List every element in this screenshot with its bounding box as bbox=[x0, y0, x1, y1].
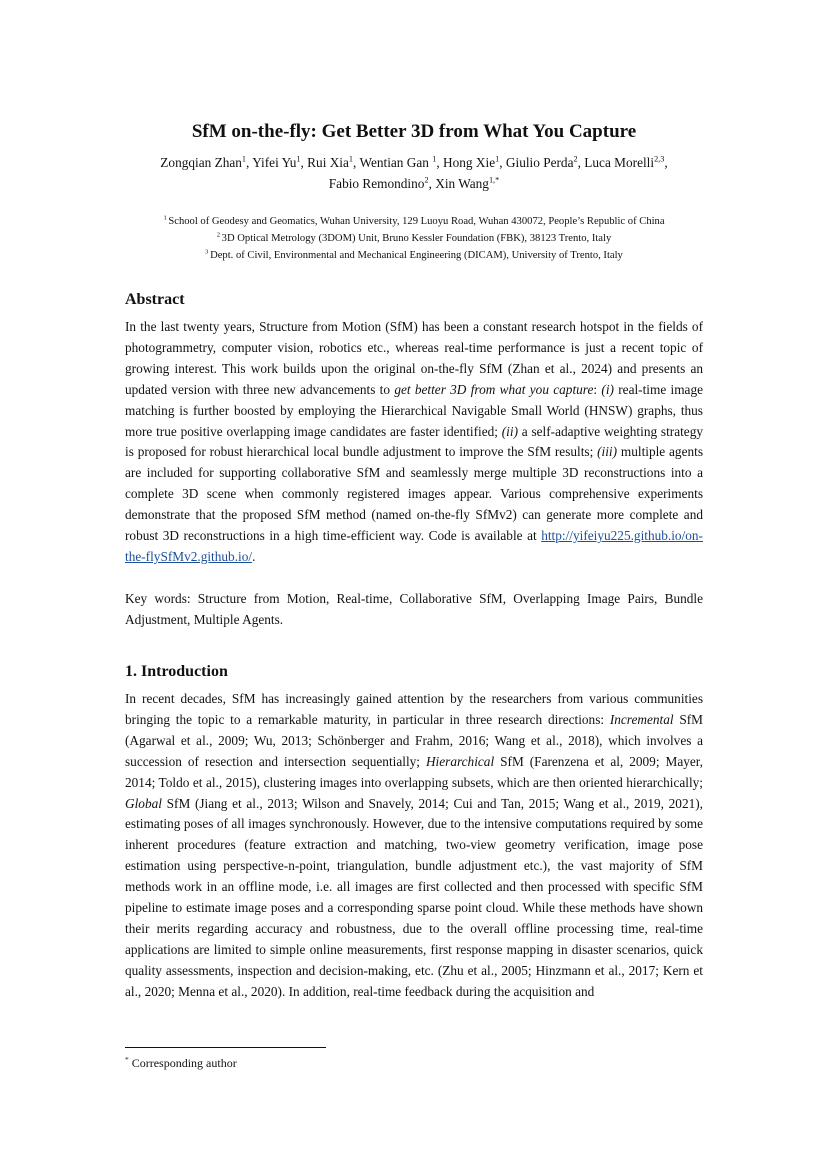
author-separator: , bbox=[428, 176, 436, 191]
author-separator: , bbox=[353, 155, 360, 170]
affiliation-line bbox=[125, 230, 703, 247]
author-name: Rui Xia bbox=[307, 155, 349, 170]
author-name: Fabio Remondino bbox=[328, 176, 425, 191]
affiliation-text: School of Geodesy and Geomatics, Wuhan University, 129 Luoyu Road, Wuhan 430072, People’s Republic of China bbox=[168, 216, 665, 227]
author-affiliation-mark: 2,3 bbox=[654, 154, 665, 164]
author-affiliation-mark: 1 bbox=[432, 154, 437, 164]
affiliation-mark: 1 bbox=[163, 214, 169, 222]
author-name: Yifei Yu bbox=[252, 155, 297, 170]
affiliation-mark: 2 bbox=[216, 231, 222, 239]
abstract-heading: Abstract bbox=[125, 291, 185, 308]
author-separator: , bbox=[246, 155, 253, 170]
abstract-text: In the last twenty years, Structure from Motion (SfM) has been a constant research hotspot in the fields of photogrammetry, computer vision, robotics etc., whereas real-time performance is just a recent topic of growing interest. This work builds upon the original on-the-fly SfM (Zhan et al., 2024) and presents an updated version with three new advancements to get better 3D from what you capture: (i) real-time image matching is further boosted by employing the Hierarchical Navigable Small World (HNSW) graphs, thus more true positive overlapping image candidates are faster identified; (ii) a self-adaptive weighting strategy is proposed for robust hierarchical local bundle adjustment to improve the SfM results; (iii) multiple agents are included for supporting collaborative SfM and seamlessly merge multiple 3D reconstructions into a complete 3D scene when commonly registered images appear. Various comprehensive experiments demonstrate that the proposed SfM method (named on-the-fly SfMv2) can generate more complete and robust 3D reconstructions in a high time-efficient way. Code is available at http://yifeiyu225.github.io/on-the-flySfMv2.github.io/. bbox=[125, 319, 704, 564]
author-name: Xin Wang bbox=[435, 176, 489, 191]
code-link[interactable]: http://yifeiyu225.github.io/on-the-flySfMv2.github.io/ bbox=[125, 528, 703, 564]
affiliation-text: 3D Optical Metrology (3DOM) Unit, Bruno Kessler Foundation (FBK), 38123 Trento, Italy bbox=[221, 233, 612, 244]
introduction-text: In recent decades, SfM has increasingly gained attention by the researchers from various communities bringing the topic to a remarkable maturity, in particular in three research directions: Incremental SfM (Agarwal et al., 2009; Wu, 2013; Schönberger and Frahm, 2016; Wang et al., 2018), which involves a succession of resection and intersection sequentially; Hierarchical SfM (Farenzena et al, 2009; Mayer, 2014; Toldo et al., 2015), clustering images into overlapping subsets, which are then oriented hierarchically; Global SfM (Jiang et al., 2013; Wilson and Snavely, 2014; Cui and Tan, 2015; Wang et al., 2019, 2021), estimating poses of all images synchronously. However, due to the intensive computations required by some inherent procedures (feature extraction and matching, two-view geometry verification, image pose estimation using perspective-n-point, triangulation, bundle adjustment etc.), the vast majority of SfM methods work in an offline mode, i.e. all images are first collected and then processed with specific SfM pipeline to estimate image poses and a corresponding sparse point cloud. While these methods have shown their merits regarding accuracy and robustness, due to the overall offline processing time, real-time applications are limited to simple online measurements, first response mapping in disaster scenarios, quick quality assessments, inspection and decision-making, etc. (Zhu et al., 2005; Hinzmann et al., 2017; Kern et al., 2020; Menna et al., 2020). In addition, real-time feedback during the acquisition and bbox=[125, 691, 703, 999]
author-name: Hong Xie bbox=[443, 155, 496, 170]
author-list bbox=[125, 152, 703, 194]
author-affiliation-mark: 1 bbox=[296, 154, 301, 164]
affiliation-text: Dept. of Civil, Environmental and Mechanical Engineering (DICAM), University of Trento, Italy bbox=[210, 250, 623, 261]
footnote: * Corresponding author bbox=[125, 1055, 237, 1070]
author-separator: , bbox=[664, 155, 668, 170]
affiliation-mark: 3 bbox=[205, 248, 211, 256]
author-affiliation-mark: 2 bbox=[424, 175, 429, 185]
footnote-mark: * bbox=[125, 1055, 129, 1064]
author-name: Luca Morelli bbox=[584, 155, 655, 170]
author-name: Giulio Perda bbox=[505, 155, 574, 170]
affiliation-line bbox=[125, 213, 703, 230]
author-affiliation-mark: 2 bbox=[573, 154, 578, 164]
affiliation-list bbox=[125, 213, 703, 264]
author-separator: , bbox=[300, 155, 308, 170]
author-affiliation-mark: 1 bbox=[348, 154, 354, 164]
author-name: Zongqian Zhan bbox=[160, 155, 242, 170]
author-affiliation-mark: 1 bbox=[241, 154, 247, 164]
footnote-divider bbox=[125, 1047, 326, 1048]
author-separator: , bbox=[577, 155, 585, 170]
paper-title: SfM on-the-fly: Get Better 3D from What You Capture bbox=[191, 121, 637, 142]
keywords: Key words: Structure from Motion, Real-time, Collaborative SfM, Overlapping Image Pairs, Bundle Adjustment, Multiple Agents. bbox=[125, 591, 703, 627]
author-separator: , bbox=[499, 155, 506, 170]
introduction-heading: 1. Introduction bbox=[125, 663, 228, 680]
author-affiliation-mark: 1,* bbox=[488, 175, 500, 185]
author-separator: , bbox=[436, 155, 444, 170]
author-name: Wentian Gan bbox=[359, 155, 433, 170]
affiliation-line bbox=[125, 247, 703, 264]
author-affiliation-mark: 1 bbox=[495, 154, 500, 164]
